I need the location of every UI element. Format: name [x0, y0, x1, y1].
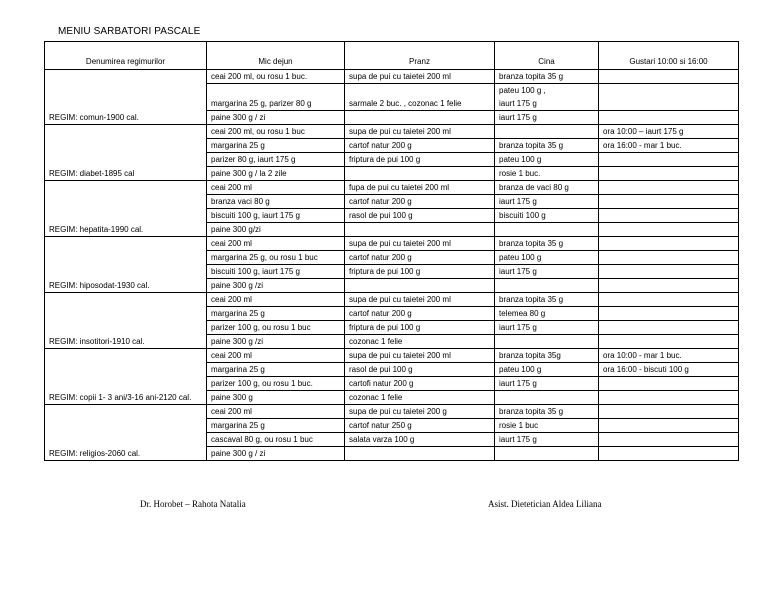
- dinner-cell: iaurt 175 g: [495, 195, 599, 209]
- snack-cell: [599, 223, 739, 237]
- snack-cell: [599, 111, 739, 125]
- breakfast-cell: ceai 200 ml: [207, 181, 345, 195]
- snack-cell: [599, 405, 739, 419]
- snack-cell: ora 10:00 – iaurt 175 g: [599, 125, 739, 139]
- dinner-cell: pateu 100 g: [495, 363, 599, 377]
- lunch-cell: sarmale 2 buc. , cozonac 1 felie: [345, 84, 495, 111]
- dinner-cell: branza topita 35 g: [495, 70, 599, 84]
- table-row: [45, 293, 739, 307]
- dinner-cell: iaurt 175 g: [495, 111, 599, 125]
- breakfast-cell: ceai 200 ml, ou rosu 1 buc: [207, 125, 345, 139]
- regime-name-cell: REGIM: copii 1- 3 ani/3-16 ani-2120 cal.: [45, 349, 207, 405]
- dinner-cell: branza topita 35 g: [495, 293, 599, 307]
- snack-cell: [599, 181, 739, 195]
- dinner-cell: branza topita 35g: [495, 349, 599, 363]
- breakfast-cell: ceai 200 ml: [207, 349, 345, 363]
- lunch-cell: [345, 167, 495, 181]
- lunch-cell: supa de pui cu taietei 200 g: [345, 405, 495, 419]
- lunch-cell: [345, 223, 495, 237]
- snack-cell: ora 10:00 - mar 1 buc.: [599, 349, 739, 363]
- dinner-cell: [495, 335, 599, 349]
- lunch-cell: cartofi natur 200 g: [345, 377, 495, 391]
- breakfast-cell: paine 300 g /zi: [207, 279, 345, 293]
- lunch-cell: friptura de pui 100 g: [345, 265, 495, 279]
- header-regime: Denumirea regimurilor: [45, 42, 207, 70]
- dinner-cell: pateu 100 g: [495, 153, 599, 167]
- dinner-cell: [495, 125, 599, 139]
- breakfast-cell: margarina 25 g: [207, 139, 345, 153]
- breakfast-cell: margarina 25 g, parizer 80 g: [207, 84, 345, 111]
- breakfast-cell: parizer 100 g, ou rosu 1 buc: [207, 321, 345, 335]
- lunch-cell: salata varza 100 g: [345, 433, 495, 447]
- breakfast-cell: cascaval 80 g, ou rosu 1 buc: [207, 433, 345, 447]
- breakfast-cell: margarina 25 g: [207, 363, 345, 377]
- dinner-cell: telemea 80 g: [495, 307, 599, 321]
- breakfast-cell: parizer 80 g, iaurt 175 g: [207, 153, 345, 167]
- lunch-cell: rasol de pui 100 g: [345, 209, 495, 223]
- snack-cell: [599, 279, 739, 293]
- signature-doctor: Dr. Horobet – Rahota Natalia: [140, 499, 246, 509]
- dinner-cell: [495, 447, 599, 461]
- menu-table-body: [45, 70, 739, 461]
- breakfast-cell: paine 300 g / zi: [207, 447, 345, 461]
- dinner-cell: [495, 223, 599, 237]
- header-lunch: Pranz: [345, 42, 495, 70]
- lunch-cell: cartof natur 200 g: [345, 251, 495, 265]
- snack-cell: [599, 209, 739, 223]
- dinner-cell: branza de vaci 80 g: [495, 181, 599, 195]
- snack-cell: [599, 265, 739, 279]
- snack-cell: [599, 293, 739, 307]
- regime-name-cell: REGIM: diabet-1895 cal: [45, 125, 207, 181]
- lunch-cell: cartof natur 200 g: [345, 195, 495, 209]
- snack-cell: [599, 195, 739, 209]
- snack-cell: [599, 433, 739, 447]
- breakfast-cell: ceai 200 ml: [207, 237, 345, 251]
- signature-dietitian: Asist. Dietetician Aldea Liliana: [488, 499, 602, 509]
- snack-cell: [599, 251, 739, 265]
- snack-cell: [599, 419, 739, 433]
- header-snacks: Gustari 10:00 si 16:00: [599, 42, 739, 70]
- breakfast-cell: biscuiti 100 g, iaurt 175 g: [207, 209, 345, 223]
- regime-name-cell: REGIM: hepatita-1990 cal.: [45, 181, 207, 237]
- snack-cell: [599, 84, 739, 111]
- table-row: [45, 125, 739, 139]
- dinner-cell: [495, 279, 599, 293]
- breakfast-cell: paine 300 g / la 2 zile: [207, 167, 345, 181]
- snack-cell: [599, 335, 739, 349]
- dinner-cell: pateu 100 g , iaurt 175 g: [495, 84, 599, 111]
- breakfast-cell: biscuiti 100 g, iaurt 175 g: [207, 265, 345, 279]
- lunch-cell: cozonac 1 felie: [345, 335, 495, 349]
- breakfast-cell: parizer 100 g, ou rosu 1 buc.: [207, 377, 345, 391]
- breakfast-cell: branza vaci 80 g: [207, 195, 345, 209]
- breakfast-cell: margarina 25 g, ou rosu 1 buc: [207, 251, 345, 265]
- snack-cell: [599, 237, 739, 251]
- table-row: [45, 405, 739, 419]
- regime-name-cell: REGIM: religios-2060 cal.: [45, 405, 207, 461]
- breakfast-cell: margarina 25 g: [207, 307, 345, 321]
- document-title: MENIU SARBATORI PASCALE: [58, 26, 201, 37]
- dinner-cell: pateu 100 g: [495, 251, 599, 265]
- snack-cell: [599, 391, 739, 405]
- dinner-cell: iaurt 175 g: [495, 377, 599, 391]
- regime-name-cell: REGIM: insotitori-1910 cal.: [45, 293, 207, 349]
- breakfast-cell: ceai 200 ml, ou rosu 1 buc.: [207, 70, 345, 84]
- header-breakfast: Mic dejun: [207, 42, 345, 70]
- dinner-cell: iaurt 175 g: [495, 321, 599, 335]
- dinner-cell: biscuiti 100 g: [495, 209, 599, 223]
- lunch-cell: [345, 279, 495, 293]
- lunch-cell: supa de pui cu taietei 200 ml: [345, 237, 495, 251]
- lunch-cell: cozonac 1 felie: [345, 391, 495, 405]
- lunch-cell: supa de pui cu taietei 200 ml: [345, 349, 495, 363]
- lunch-cell: cartof natur 200 g: [345, 139, 495, 153]
- dinner-cell: branza topita 35 g: [495, 405, 599, 419]
- table-row: [45, 181, 739, 195]
- snack-cell: [599, 321, 739, 335]
- breakfast-cell: margarina 25 g: [207, 419, 345, 433]
- snack-cell: [599, 377, 739, 391]
- breakfast-cell: paine 300 g / zi: [207, 111, 345, 125]
- dinner-cell: [495, 391, 599, 405]
- lunch-cell: [345, 111, 495, 125]
- lunch-cell: supa de pui cu taietei 200 ml: [345, 293, 495, 307]
- header-dinner: Cina: [495, 42, 599, 70]
- regime-name-cell: REGIM: comun-1900 cal.: [45, 70, 207, 125]
- lunch-cell: friptura de pui 100 g: [345, 321, 495, 335]
- dinner-cell: iaurt 175 g: [495, 433, 599, 447]
- snack-cell: ora 16:00 - biscuti 100 g: [599, 363, 739, 377]
- regime-name-cell: REGIM: hiposodat-1930 cal.: [45, 237, 207, 293]
- breakfast-cell: paine 300 g/zi: [207, 223, 345, 237]
- breakfast-cell: ceai 200 ml: [207, 405, 345, 419]
- dinner-cell: branza topita 35 g: [495, 237, 599, 251]
- header-row: [45, 42, 739, 70]
- snack-cell: [599, 70, 739, 84]
- table-row: [45, 349, 739, 363]
- dinner-cell: iaurt 175 g: [495, 265, 599, 279]
- snack-cell: [599, 307, 739, 321]
- table-row: [45, 70, 739, 84]
- snack-cell: [599, 167, 739, 181]
- dinner-cell: rosie 1 buc: [495, 419, 599, 433]
- lunch-cell: fupa de pui cu taietei 200 ml: [345, 181, 495, 195]
- dinner-cell: rosie 1 buc.: [495, 167, 599, 181]
- breakfast-cell: paine 300 g /zi: [207, 335, 345, 349]
- breakfast-cell: ceai 200 ml: [207, 293, 345, 307]
- lunch-cell: supa de pui cu taietei 200 ml: [345, 125, 495, 139]
- lunch-cell: supa de pui cu taietei 200 ml: [345, 70, 495, 84]
- snack-cell: ora 16:00 - mar 1 buc.: [599, 139, 739, 153]
- snack-cell: [599, 153, 739, 167]
- table-row: [45, 237, 739, 251]
- lunch-cell: cartof natur 250 g: [345, 419, 495, 433]
- menu-table: [44, 41, 739, 461]
- snack-cell: [599, 447, 739, 461]
- dinner-cell: branza topita 35 g: [495, 139, 599, 153]
- breakfast-cell: paine 300 g: [207, 391, 345, 405]
- lunch-cell: rasol de pui 100 g: [345, 363, 495, 377]
- lunch-cell: friptura de pui 100 g: [345, 153, 495, 167]
- lunch-cell: cartof natur 200 g: [345, 307, 495, 321]
- lunch-cell: [345, 447, 495, 461]
